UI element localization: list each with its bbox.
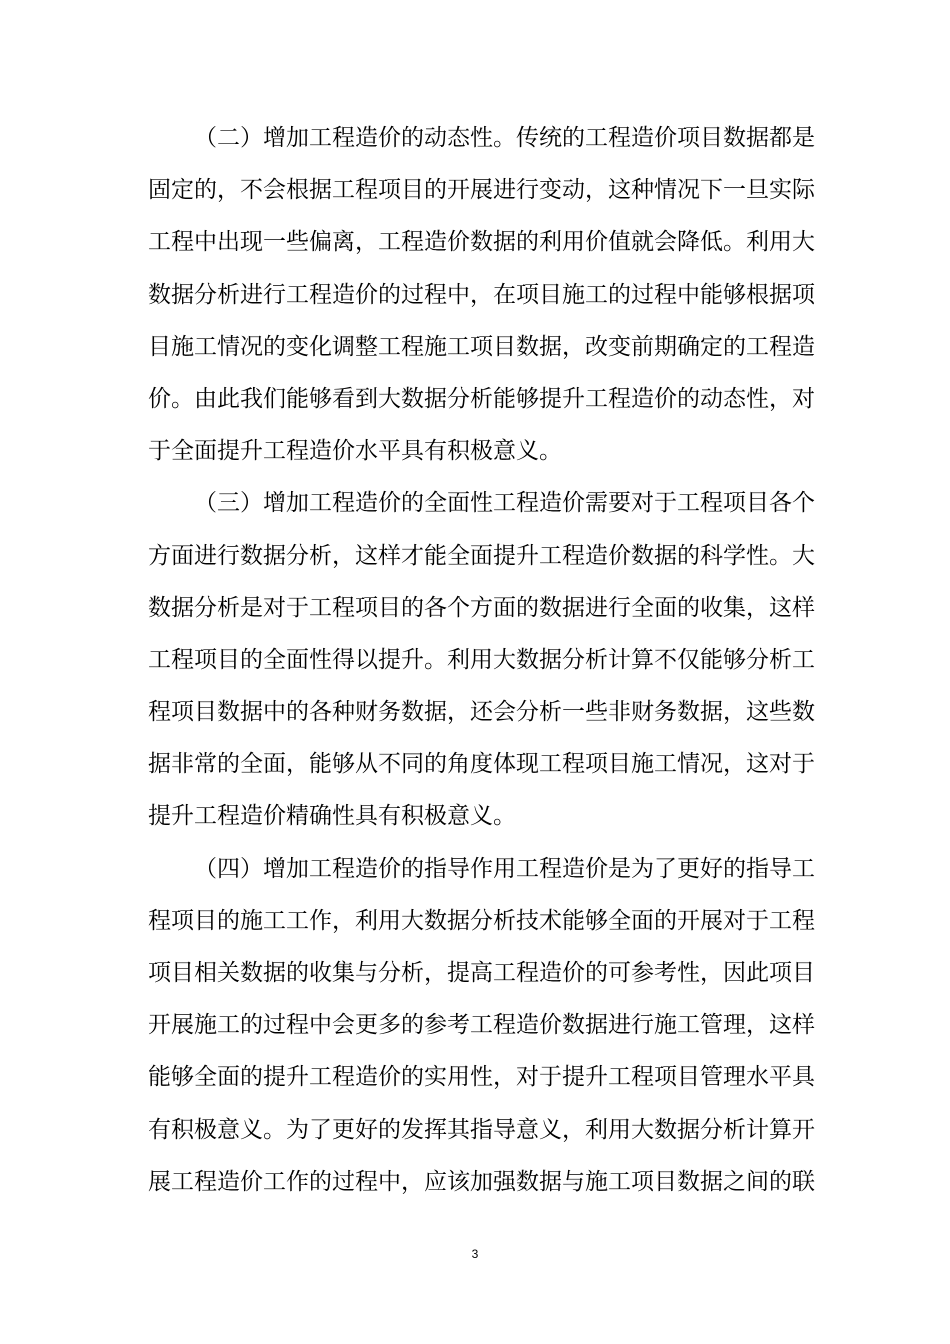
paragraph-4 <box>148 843 815 1208</box>
text-line: 数据分析进行工程造价的过程中，在项目施工的过程中能够根据项 <box>148 281 815 308</box>
text-line: 程项目数据中的各种财务数据，还会分析一些非财务数据，这些数 <box>148 699 815 726</box>
text-line: 能够全面的提升工程造价的实用性，对于提升工程项目管理水平具 <box>148 1064 815 1091</box>
text-line: （三）增加工程造价的全面性工程造价需要对于工程项目各个 <box>194 490 815 517</box>
text-line: 展工程造价工作的过程中，应该加强数据与施工项目数据之间的联 <box>148 1168 815 1195</box>
document-body <box>148 112 815 1208</box>
text-line: 提升工程造价精确性具有积极意义。 <box>148 803 516 830</box>
text-line: 数据分析是对于工程项目的各个方面的数据进行全面的收集，这样 <box>148 594 815 621</box>
text-line: 固定的，不会根据工程项目的开展进行变动，这种情况下一旦实际 <box>148 177 815 204</box>
text-line: 工程中出现一些偏离，工程造价数据的利用价值就会降低。利用大 <box>148 229 815 256</box>
text-line: 程项目的施工工作，利用大数据分析技术能够全面的开展对于工程 <box>148 907 815 934</box>
text-line: 有积极意义。为了更好的发挥其指导意义，利用大数据分析计算开 <box>148 1116 815 1143</box>
paragraph-2 <box>148 112 815 477</box>
text-line: 方面进行数据分析，这样才能全面提升工程造价数据的科学性。大 <box>148 542 815 569</box>
text-line: 目施工情况的变化调整工程施工项目数据，改变前期确定的工程造 <box>148 333 815 360</box>
paragraph-3 <box>148 477 815 842</box>
text-line: （二）增加工程造价的动态性。传统的工程造价项目数据都是 <box>194 125 815 151</box>
text-line: 工程项目的全面性得以提升。利用大数据分析计算不仅能够分析工 <box>148 646 815 673</box>
text-line: （四）增加工程造价的指导作用工程造价是为了更好的指导工 <box>194 855 815 882</box>
text-line: 项目相关数据的收集与分析，提高工程造价的可参考性，因此项目 <box>148 960 815 986</box>
text-line: 据非常的全面，能够从不同的角度体现工程项目施工情况，这对于 <box>148 751 815 778</box>
text-line: 价。由此我们能够看到大数据分析能够提升工程造价的动态性，对 <box>148 385 815 412</box>
page-number: 3 <box>471 1247 479 1261</box>
text-line: 开展施工的过程中会更多的参考工程造价数据进行施工管理，这样 <box>148 1012 815 1039</box>
text-line: 于全面提升工程造价水平具有积极意义。 <box>148 438 562 465</box>
